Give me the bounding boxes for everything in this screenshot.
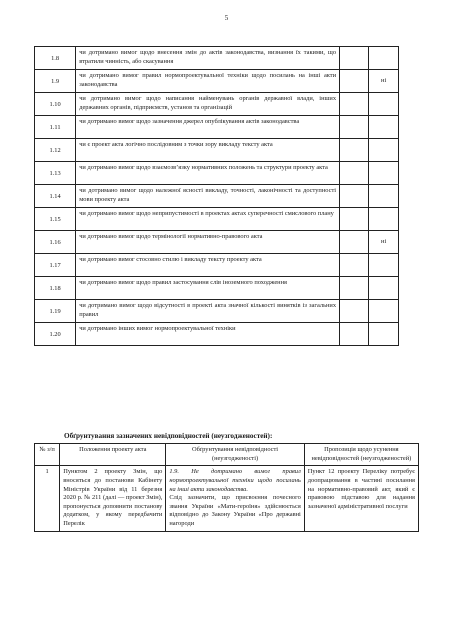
checklist-item-number: 1.8 xyxy=(35,47,76,70)
checklist-item-text: чи дотримано інших вимог нормопроектувальної техніки xyxy=(76,323,340,346)
checklist-item-number: 1.11 xyxy=(35,116,76,139)
checklist-row xyxy=(35,93,399,116)
checklist-row xyxy=(35,277,399,300)
checklist-item-text: чи дотримано вимог щодо неприпустимості в проектах актах суперечності смислового плану xyxy=(76,208,340,231)
checklist-item-text: чи дотримано вимог щодо взаємозв’язку нормативних положень та структури проекту акта xyxy=(76,162,340,185)
checklist-mark-cell xyxy=(340,70,369,93)
checklist-item-number: 1.19 xyxy=(35,300,76,323)
checklist-answer-cell xyxy=(369,47,399,70)
checklist-row xyxy=(35,162,399,185)
checklist-item-number: 1.18 xyxy=(35,277,76,300)
checklist-item-number: 1.17 xyxy=(35,254,76,277)
reasons-table xyxy=(34,443,419,532)
checklist-mark-cell xyxy=(340,323,369,346)
checklist-answer-cell xyxy=(369,162,399,185)
reasons-header-row xyxy=(35,444,419,466)
checklist-mark-cell xyxy=(340,254,369,277)
checklist-answer-cell xyxy=(369,300,399,323)
header-provision: Положення проекту акта xyxy=(60,444,166,466)
checklist-item-number: 1.20 xyxy=(35,323,76,346)
checklist-mark-cell xyxy=(340,300,369,323)
checklist-row xyxy=(35,139,399,162)
checklist-row xyxy=(35,116,399,139)
checklist-item-number: 1.16 xyxy=(35,231,76,254)
checklist-mark-cell xyxy=(340,277,369,300)
header-number: № з/п xyxy=(35,444,60,466)
checklist-row xyxy=(35,300,399,323)
checklist-item-text: чи дотримано вимог щодо написання найменувань органів державної влади, інших державних органів, підприємств, установ та організацій xyxy=(76,93,340,116)
reason-proposal: Пункт 12 проекту Переліку потребує доопрацювання в частині посилання на нормативно-правовий акт, який є правовою підставою для надання зазначеної адміністративної послуги xyxy=(304,466,418,531)
checklist-item-number: 1.10 xyxy=(35,93,76,116)
header-proposal: Пропозиція щодо усунення невідповідностей (неузгодженостей) xyxy=(304,444,418,466)
checklist-row xyxy=(35,185,399,208)
checklist-item-text: чи дотримано вимог стосовно стилю і викладу тексту проекту акта xyxy=(76,254,340,277)
checklist-item-text: чи дотримано вимог щодо належної ясності викладу, точності, лаконічності та доступності мови проекту акта xyxy=(76,185,340,208)
checklist-mark-cell xyxy=(340,116,369,139)
checklist-item-text: чи дотримано вимог щодо відсутності в проекті акта значної кількості винятків із загальних правил xyxy=(76,300,340,323)
checklist-table xyxy=(34,46,399,346)
checklist-answer-cell xyxy=(369,93,399,116)
justification-text: Слід зазначити, що присвоєння почесного звання України «Мати-героїня» здійснюється відповідно до Закону України «Про державні нагороди xyxy=(169,494,301,528)
checklist-answer-cell xyxy=(369,139,399,162)
checklist-item-number: 1.12 xyxy=(35,139,76,162)
checklist-answer-cell xyxy=(369,254,399,277)
checklist-item-text: чи дотримано вимог щодо внесення змін до актів законодавства, визнання їх такими, що втратили чинність, або скасування xyxy=(76,47,340,70)
checklist-answer-cell: ні xyxy=(369,70,399,93)
checklist-item-text: чи дотримано вимог щодо зазначення джерел опублікування актів законодавства xyxy=(76,116,340,139)
checklist-answer-cell xyxy=(369,208,399,231)
checklist-row xyxy=(35,323,399,346)
checklist-item-number: 1.15 xyxy=(35,208,76,231)
page-number: 5 xyxy=(224,14,229,22)
reason-justification xyxy=(166,466,304,531)
checklist-item-text: чи дотримано вимог щодо термінології нормативно-правового акта xyxy=(76,231,340,254)
checklist-row xyxy=(35,231,399,254)
checklist-item-number: 1.13 xyxy=(35,162,76,185)
checklist-mark-cell xyxy=(340,208,369,231)
checklist-mark-cell xyxy=(340,139,369,162)
checklist-mark-cell xyxy=(340,162,369,185)
checklist-row xyxy=(35,254,399,277)
checklist-answer-cell xyxy=(369,323,399,346)
checklist-item-text: чи дотримано вимог правил нормопроектувальної техніки щодо посилань на інші акти законодавства xyxy=(76,70,340,93)
checklist-row xyxy=(35,208,399,231)
reason-number: 1 xyxy=(35,466,60,531)
checklist-row xyxy=(35,70,399,93)
checklist-item-text: чи є проект акта логічно послідовним з точки зору викладу тексту акта xyxy=(76,139,340,162)
checklist-answer-cell xyxy=(369,116,399,139)
checklist-mark-cell xyxy=(340,185,369,208)
checklist-row xyxy=(35,47,399,70)
justification-rule: 1.9. Не дотримано вимог правил нормопроектувальної техніки щодо посилань на інші акти законодавства. xyxy=(169,468,301,493)
checklist-answer-cell xyxy=(369,277,399,300)
header-justification: Обґрунтування невідповідності (неузгодженості) xyxy=(166,444,304,466)
checklist-answer-cell: ні xyxy=(369,231,399,254)
checklist-item-number: 1.14 xyxy=(35,185,76,208)
checklist-mark-cell xyxy=(340,93,369,116)
reasons-heading: Обґрунтування зазначених невідповідностей (неузгодженостей): xyxy=(64,432,273,440)
checklist-mark-cell xyxy=(340,47,369,70)
reasons-row xyxy=(35,466,419,531)
reason-provision: Пунктом 2 проекту Змін, що вносяться до постанови Кабінету Міністрів України від 11 березня 2020 р. № 211 (далі — проект Змін), пропонується доповнити постанову додатком, у якому передбачити Перелік xyxy=(60,466,166,531)
checklist-item-number: 1.9 xyxy=(35,70,76,93)
checklist-item-text: чи дотримано вимог щодо правил застосування слів іноземного походження xyxy=(76,277,340,300)
checklist-answer-cell xyxy=(369,185,399,208)
checklist-mark-cell xyxy=(340,231,369,254)
